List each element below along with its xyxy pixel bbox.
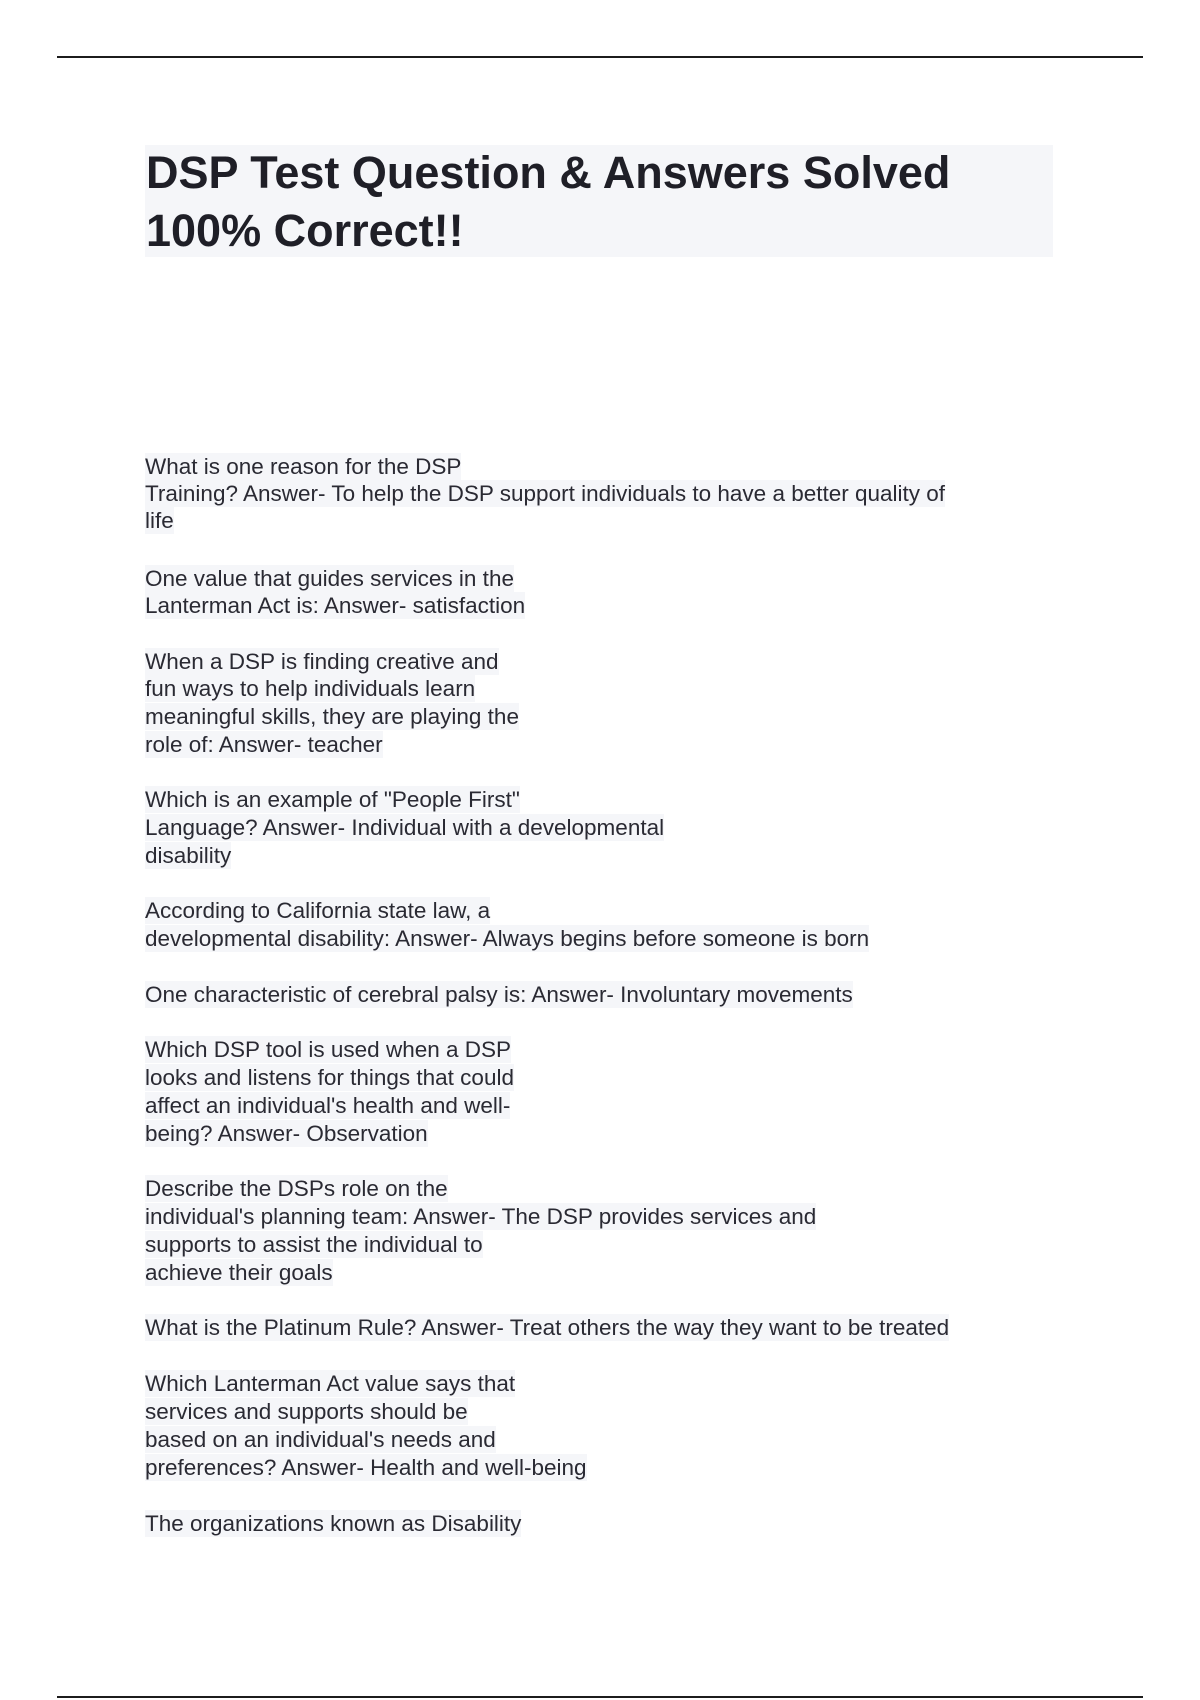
qa-line: based on an individual's needs and [145, 1427, 496, 1452]
qa-line: supports to assist the individual to [145, 1232, 483, 1257]
qa-line: According to California state law, a [145, 898, 491, 923]
document-title-line-2: 100% Correct!! [146, 205, 464, 256]
qa-line: achieve their goals [145, 1260, 333, 1285]
qa-line: developmental disability: Answer- Always begins before someone is born [145, 926, 870, 951]
qa-line: preferences? Answer- Health and well-being [145, 1455, 587, 1480]
qa-line: role of: Answer- teacher [145, 732, 383, 757]
qa-line: What is the Platinum Rule? Answer- Treat others the way they want to be treated [145, 1315, 950, 1340]
qa-line: individual's planning team: Answer- The DSP provides services and [145, 1204, 817, 1229]
qa-line: Training? Answer- To help the DSP support individuals to have a better quality of [145, 481, 946, 506]
qa-line: affect an individual's health and well- [145, 1093, 511, 1118]
qa-line: Lanterman Act is: Answer- satisfaction [145, 593, 526, 618]
qa-line: disability [145, 843, 232, 868]
qa-line: looks and listens for things that could [145, 1065, 514, 1090]
qa-line: Which is an example of "People First" [145, 787, 520, 812]
qa-line: One value that guides services in the [145, 566, 514, 591]
document-title-line-1: DSP Test Question & Answers Solved [146, 147, 951, 198]
qa-line: What is one reason for the DSP [145, 454, 462, 479]
qa-line: Which DSP tool is used when a DSP [145, 1037, 512, 1062]
qa-line: meaningful skills, they are playing the [145, 704, 519, 729]
qa-line: The organizations known as Disability [145, 1511, 522, 1536]
qa-line: fun ways to help individuals learn [145, 676, 476, 701]
qa-line: Which Lanterman Act value says that [145, 1371, 516, 1396]
qa-line: Describe the DSPs role on the [145, 1176, 448, 1201]
qa-line: One characteristic of cerebral palsy is: Answer- Involuntary movements [145, 982, 853, 1007]
qa-line: services and supports should be [145, 1399, 468, 1424]
qa-line: When a DSP is finding creative and [145, 649, 499, 674]
bottom-rule [57, 1696, 1143, 1698]
qa-line: being? Answer- Observation [145, 1121, 428, 1146]
qa-line: Language? Answer- Individual with a developmental [145, 815, 665, 840]
qa-line: life [145, 508, 174, 533]
